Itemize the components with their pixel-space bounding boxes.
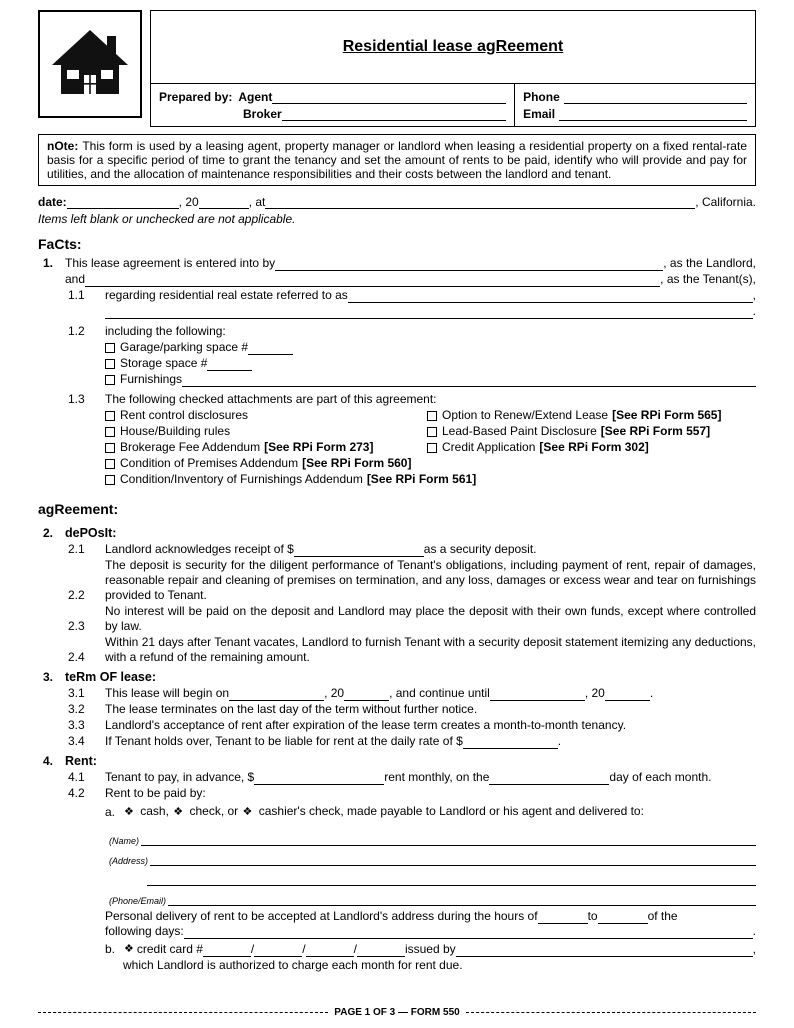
clause-1-text: This lease agreement is entered into by [65, 256, 276, 270]
broker-label: Broker [243, 107, 282, 121]
deposit-heading: dePOsIt: [65, 526, 117, 540]
clause-1-1-period: . [752, 304, 756, 318]
clause-1-3-number: 1.3 [68, 392, 85, 406]
clause-3-1-number: 3.1 [68, 686, 85, 700]
rent-day-input-line[interactable] [489, 780, 609, 785]
name-field-label: (Name) [109, 836, 140, 846]
clause-3-3 [68, 718, 756, 733]
deposit-amount-input-line[interactable] [294, 552, 424, 557]
attachment-ref: [See RPi Form 557] [600, 424, 711, 438]
lease-begin-year-input-line[interactable] [344, 696, 389, 701]
clause-2-2 [68, 558, 756, 603]
clause-1-line1 [38, 256, 756, 271]
prepared-by-label: Prepared by: [159, 90, 233, 104]
clause-1-1-body2 [105, 304, 756, 319]
attachments-row-3 [105, 440, 756, 455]
logo-box [38, 10, 142, 118]
clause-3-1-end: . [649, 686, 654, 700]
landlord-name-input-line[interactable] [275, 266, 663, 271]
landlord-suffix: , as the Landlord, [663, 256, 756, 270]
date-city-input-line[interactable] [265, 204, 695, 209]
attachment-ref: [See RPi Form 273] [264, 440, 374, 454]
clause-3-2-text: The lease terminates on the last day of the term without further notice. [105, 702, 478, 716]
clause-4-heading [38, 754, 756, 769]
furnishings-label: Furnishings [120, 372, 183, 386]
option-b-comma: , [752, 942, 756, 956]
option-a-letter: a. [105, 805, 116, 819]
broker-input-line[interactable] [282, 116, 506, 121]
phone-email-field-label: (Phone/Email) [109, 896, 167, 906]
clause-3-1-text: This lease will begin on [105, 686, 230, 700]
garage-label: Garage/parking space # [120, 340, 249, 354]
attachment-ref: [See RPi Form 560] [302, 456, 412, 470]
clause-4-1-end: day of each month. [609, 770, 712, 784]
phone-label: Phone [523, 90, 560, 104]
note-label: nOte: [47, 139, 79, 153]
clause-2-3-text: No interest will be paid on the deposit and Landlord may place the deposit with their own funds, except where controlled by law. [105, 604, 756, 633]
clause-3-3-text: Landlord's acceptance of rent after expiration of the lease term creates a month-to-month tenancy. [105, 718, 627, 732]
personal-delivery-end: . [752, 924, 756, 938]
option-renew-checkbox-icon[interactable] [427, 411, 437, 421]
header-fields [150, 84, 756, 127]
footer-dash-right [466, 1012, 756, 1013]
cash-label: cash, [140, 804, 169, 818]
attachments-row-4 [105, 456, 756, 471]
clause-3-number: 3. [43, 670, 54, 684]
payee-address-input-line[interactable] [150, 861, 756, 866]
clause-3-1-mid3: , 20 [584, 686, 605, 700]
hours-from-input-line[interactable] [538, 919, 588, 924]
payee-address-row [105, 846, 756, 866]
daily-rate-input-line[interactable] [463, 744, 558, 749]
condition-inventory-checkbox-icon[interactable] [105, 475, 115, 485]
check-diamond-checkbox-icon[interactable]: ❖ [173, 806, 184, 818]
house-rules-checkbox-icon[interactable] [105, 427, 115, 437]
date-state-label: , California. [695, 195, 756, 209]
clause-2-heading [38, 526, 756, 541]
attachment-label: Condition/Inventory of Furnishings Addendum [120, 472, 363, 486]
clause-3-1-body [105, 686, 756, 701]
clause-1-3 [68, 392, 756, 407]
attachment-lead-paint [427, 424, 756, 439]
clause-1-1 [68, 288, 756, 303]
clause-1-1-cont [68, 304, 756, 319]
date-input-line[interactable] [67, 204, 179, 209]
attachment-label: Option to Renew/Extend Lease [442, 408, 609, 422]
option-a-body [123, 803, 756, 820]
lease-end-date-input-line[interactable] [490, 696, 585, 701]
clause-1-body2 [65, 272, 756, 287]
footer-dash-left [38, 1012, 328, 1013]
clause-3-4 [68, 734, 756, 749]
header [38, 10, 756, 127]
credit-application-checkbox-icon[interactable] [427, 443, 437, 453]
attachment-ref: [See RPi Form 561] [366, 472, 477, 486]
attachment-label: Condition of Premises Addendum [120, 456, 299, 470]
clause-1-body [65, 256, 756, 271]
issued-by-input-line[interactable] [456, 952, 753, 957]
tenant-name-input-line[interactable] [85, 282, 660, 287]
lease-end-year-input-line[interactable] [605, 696, 650, 701]
clause-2-4 [68, 635, 756, 665]
property-address-input-line-2[interactable] [105, 314, 753, 319]
page-footer [38, 1007, 756, 1018]
clause-2-1-body [105, 542, 756, 557]
email-label: Email [523, 107, 556, 121]
clause-3-1 [68, 686, 756, 701]
garage-number-input-line[interactable] [248, 350, 293, 355]
rent-heading: Rent: [65, 754, 97, 768]
condition-premises-checkbox-icon[interactable] [105, 459, 115, 469]
note-box [38, 134, 756, 186]
clause-1-2 [68, 324, 756, 339]
clause-3-4-end: . [557, 734, 562, 748]
cashiers-check-diamond-checkbox-icon[interactable]: ❖ [242, 806, 253, 818]
clause-3-heading [38, 670, 756, 685]
clause-4-1-number: 4.1 [68, 770, 85, 784]
clause-3-2 [68, 702, 756, 717]
clause-2-3-number: 2.3 [68, 619, 85, 633]
email-row [523, 104, 747, 121]
clause-4-1 [68, 770, 756, 785]
attachment-credit-application [427, 440, 756, 455]
tenant-suffix: , as the Tenant(s), [660, 272, 756, 286]
cashiers-check-label: cashier's check, made payable to Landlord or his agent and delivered to: [258, 804, 644, 818]
following-days-label: following days: [105, 924, 184, 938]
payment-option-b-row [105, 941, 756, 957]
clause-4-number: 4. [43, 754, 54, 768]
payee-address-input-line-2[interactable] [147, 881, 756, 886]
attachment-label: Lead-Based Paint Disclosure [442, 424, 597, 438]
clause-2-3 [68, 604, 756, 634]
clause-4-1-body [105, 770, 756, 785]
clause-2-1-text: Landlord acknowledges receipt of $ [105, 542, 294, 556]
personal-delivery-line2 [105, 924, 756, 939]
clause-2-1 [68, 542, 756, 557]
blank-items-note: Items left blank or unchecked are not applicable. [38, 212, 296, 226]
payment-option-a-row [105, 803, 756, 820]
property-address-input-line[interactable] [348, 298, 753, 303]
attachment-option-renew [427, 408, 756, 423]
clause-1-line2 [38, 272, 756, 287]
agent-row [159, 87, 506, 104]
card-slash-2: / [302, 942, 306, 956]
clause-1-1-comma: , [752, 288, 756, 302]
attachment-label: Brokerage Fee Addendum [120, 440, 261, 454]
broker-row [159, 104, 506, 121]
personal-delivery-text: Personal delivery of rent to be accepted at Landlord's address during the hours of [105, 909, 538, 923]
clause-1-2-number: 1.2 [68, 324, 85, 338]
personal-delivery-to: to [587, 909, 598, 923]
credit-card-label: credit card # [136, 942, 203, 956]
storage-option-row [105, 356, 756, 371]
contact-section [514, 84, 755, 126]
attachment-rent-control [105, 408, 427, 423]
option-b-letter: b. [105, 942, 116, 956]
furnishings-option-row [105, 372, 756, 387]
card-slash-1: / [250, 942, 255, 956]
clause-3-4-body [105, 734, 756, 749]
attachment-label: Rent control disclosures [120, 408, 249, 422]
payee-phone-email-row [105, 886, 756, 906]
clause-3-4-text: If Tenant holds over, Tenant to be liable for rent at the daily rate of $ [105, 734, 463, 748]
date-label: date: [38, 195, 67, 209]
header-right [150, 10, 756, 127]
clause-4-2-text: Rent to be paid by: [105, 786, 206, 800]
date-line [38, 192, 756, 209]
attachment-label: Credit Application [442, 440, 536, 454]
payee-name-row [105, 826, 756, 846]
option-b-line2 [123, 957, 756, 973]
personal-delivery-of-the: of the [647, 909, 678, 923]
clause-1-number: 1. [43, 256, 54, 270]
term-heading: teRm OF lease: [65, 670, 157, 684]
attachment-ref: [See RPi Form 302] [539, 440, 649, 454]
date-year-prefix: , 20 [178, 195, 199, 209]
attachment-ref: [See RPi Form 565] [612, 408, 722, 422]
credit-card-diamond-checkbox-icon[interactable]: ❖ [124, 943, 134, 955]
clause-3-2-number: 3.2 [68, 702, 85, 716]
clause-4-2-number: 4.2 [68, 786, 85, 800]
date-year-input-line[interactable] [199, 204, 249, 209]
charge-authorization-text: which Landlord is authorized to charge each month for rent due. [123, 958, 463, 972]
attachment-house-rules [105, 424, 427, 439]
facts-heading: FaCts: [38, 236, 82, 252]
clause-2-4-text: Within 21 days after Tenant vacates, Landlord to furnish Tenant with a security deposit statement itemizing any deductions, with a refund of the remaining amount. [105, 635, 756, 664]
date-at-label: , at [248, 195, 266, 209]
clause-1-3-text: The following checked attachments are part of this agreement: [105, 392, 437, 406]
email-input-line[interactable] [559, 116, 747, 121]
clause-3-1-mid1: , 20 [324, 686, 345, 700]
clause-2-1-number: 2.1 [68, 542, 85, 556]
clause-2-2-number: 2.2 [68, 588, 85, 602]
agreement-heading: agReement: [38, 501, 119, 517]
attachments-row-5 [105, 472, 756, 487]
furnishings-input-line[interactable] [182, 382, 756, 387]
phone-row [523, 87, 747, 104]
option-b-body [123, 941, 756, 957]
rent-amount-input-line[interactable] [254, 780, 384, 785]
hours-to-input-line[interactable] [598, 919, 648, 924]
attachments-row-1 [105, 408, 756, 423]
clause-2-number: 2. [43, 526, 54, 540]
clause-3-3-number: 3.3 [68, 718, 85, 732]
clause-4-1-mid: rent monthly, on the [384, 770, 490, 784]
house-icon [50, 28, 130, 100]
check-label: check, or [189, 804, 239, 818]
payee-name-input-line[interactable] [141, 841, 756, 846]
form-title: Residential lease agReement [342, 38, 564, 55]
clause-2-1-post: as a security deposit. [423, 542, 537, 556]
clause-2-4-number: 2.4 [68, 650, 85, 664]
cash-diamond-checkbox-icon[interactable]: ❖ [124, 806, 134, 818]
title-box [150, 10, 756, 84]
clause-1-1-number: 1.1 [68, 288, 85, 302]
clause-2-2-text: The deposit is security for the diligent performance of Tenant's obligations, including payment of rent, repair of damages, reasonable repair and cleaning of premises on termination, and any loss, damages or excess wear and tear on furnishings provided to Tenant. [105, 558, 756, 602]
brokerage-fee-checkbox-icon[interactable] [105, 443, 115, 453]
clause-4-1-text: Tenant to pay, in advance, $ [105, 770, 255, 784]
personal-delivery-line1 [105, 909, 756, 924]
garage-option-row [105, 340, 756, 355]
clause-1-and: and [65, 272, 86, 286]
clause-1-1-body [105, 288, 756, 303]
furnishings-checkbox-icon[interactable] [105, 375, 115, 385]
issued-by-label: issued by [404, 942, 456, 956]
storage-checkbox-icon[interactable] [105, 359, 115, 369]
note-text: This form is used by a leasing agent, property manager or landlord when leasing a residential property on a fixed rental-rate basis for a specific period of time to grant the tenancy and set the amount of rents to be paid, identify who will provide and pay for utilities, and the allocation of maintenance responsibilities and their costs between the landlord and tenant. [47, 139, 747, 181]
attachment-brokerage-fee [105, 440, 427, 455]
storage-label: Storage space # [120, 356, 208, 370]
agent-input-line[interactable] [272, 99, 506, 104]
storage-number-input-line[interactable] [207, 366, 252, 371]
clause-3-1-mid2: , and continue until [389, 686, 490, 700]
prepared-by-section [151, 84, 514, 126]
attachments-row-2 [105, 424, 756, 439]
rent-control-checkbox-icon[interactable] [105, 411, 115, 421]
delivery-days-input-line[interactable] [184, 934, 753, 939]
card-slash-3: / [353, 942, 357, 956]
payee-phone-email-input-line[interactable] [168, 901, 756, 906]
agent-label: Agent [238, 90, 273, 104]
lead-paint-checkbox-icon[interactable] [427, 427, 437, 437]
payee-address-cont-row [105, 866, 756, 886]
footer-page-text: PAGE 1 OF 3 — FORM 550 [334, 1007, 460, 1018]
lease-begin-date-input-line[interactable] [229, 696, 324, 701]
address-field-label: (Address) [109, 856, 149, 866]
clause-4-2 [68, 786, 756, 801]
clause-1-2-text: including the following: [105, 324, 226, 338]
clause-3-4-number: 3.4 [68, 734, 85, 748]
clause-1-1-text: regarding residential real estate referred to as [105, 288, 348, 302]
attachment-label: House/Building rules [120, 424, 231, 438]
phone-input-line[interactable] [564, 99, 747, 104]
garage-checkbox-icon[interactable] [105, 343, 115, 353]
